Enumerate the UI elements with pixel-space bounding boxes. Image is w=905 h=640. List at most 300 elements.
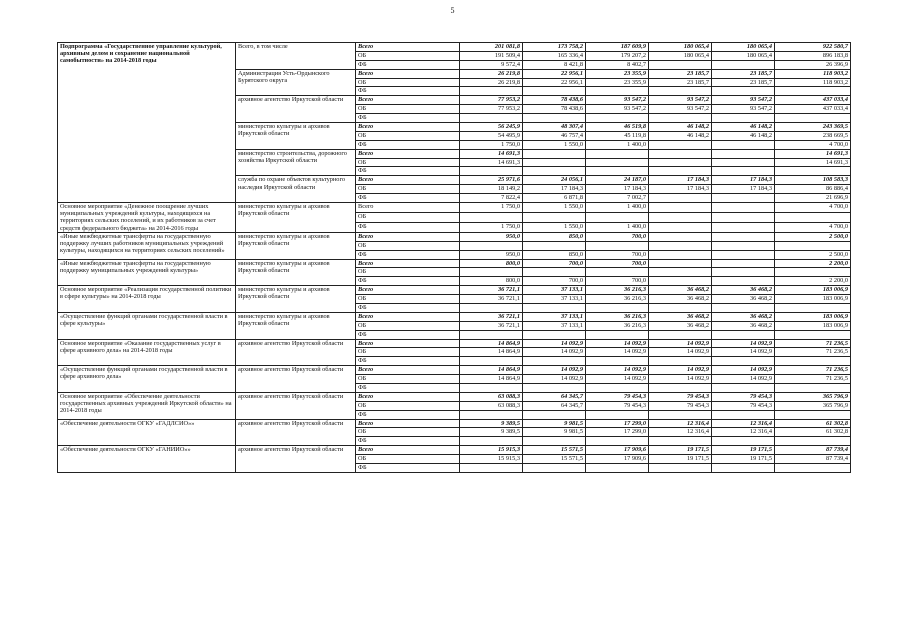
year-value-cell: 19 171,5 [712, 446, 775, 455]
year-value-cell [649, 114, 712, 123]
funding-source-cell: Всего [356, 203, 460, 213]
total-value-cell: 2 500,0 [775, 250, 851, 259]
year-value-cell: 26 219,8 [460, 78, 523, 87]
total-value-cell: 108 583,3 [775, 176, 851, 185]
executor-cell: Администрация Усть-Ордынского Бурятского округа [236, 69, 356, 96]
year-value-cell: 79 454,3 [649, 401, 712, 410]
table-row [58, 312, 851, 321]
funding-source-cell: Всего [356, 123, 460, 132]
year-value-cell [649, 194, 712, 203]
year-value-cell: 201 081,8 [460, 43, 523, 52]
total-value-cell: 71 236,5 [775, 348, 851, 357]
year-value-cell: 14 092,9 [712, 348, 775, 357]
year-value-cell [649, 277, 712, 286]
funding-source-cell: ОБ [356, 78, 460, 87]
year-value-cell [712, 87, 775, 96]
year-value-cell: 18 149,2 [460, 185, 523, 194]
funding-source-cell: ФБ [356, 194, 460, 203]
year-value-cell [649, 87, 712, 96]
year-value-cell [586, 410, 649, 419]
executor-cell: министерство культуры и архивов Иркутской области [236, 259, 356, 286]
year-value-cell [649, 303, 712, 312]
funding-source-cell: Всего [356, 149, 460, 158]
year-value-cell: 93 547,2 [586, 105, 649, 114]
funding-source-cell: ФБ [356, 357, 460, 366]
funding-source-cell: Всего [356, 312, 460, 321]
total-value-cell: 437 033,4 [775, 96, 851, 105]
year-value-cell: 17 184,3 [649, 185, 712, 194]
program-title-cell: «Осуществление функций органами государственной власти в сфере архивного дела» [58, 366, 236, 393]
year-value-cell [649, 241, 712, 250]
funding-source-cell: ОБ [356, 131, 460, 140]
year-value-cell: 78 438,6 [523, 96, 586, 105]
funding-source-cell: ОБ [356, 241, 460, 250]
year-value-cell [649, 464, 712, 473]
year-value-cell: 179 207,2 [586, 51, 649, 60]
year-value-cell: 93 547,2 [712, 96, 775, 105]
year-value-cell [712, 410, 775, 419]
year-value-cell: 14 092,9 [649, 366, 712, 375]
year-value-cell [523, 303, 586, 312]
total-value-cell [775, 410, 851, 419]
total-value-cell: 87 739,4 [775, 446, 851, 455]
total-value-cell: 2 500,0 [775, 232, 851, 241]
funding-source-cell: ФБ [356, 303, 460, 312]
year-value-cell: 1 400,0 [586, 222, 649, 232]
year-value-cell [649, 437, 712, 446]
funding-source-cell: Всего [356, 286, 460, 295]
year-value-cell: 180 065,4 [649, 43, 712, 52]
funding-source-cell: ОБ [356, 295, 460, 304]
funding-source-cell: Всего [356, 69, 460, 78]
year-value-cell: 25 971,6 [460, 176, 523, 185]
total-value-cell: 437 033,4 [775, 105, 851, 114]
year-value-cell: 23 185,7 [649, 78, 712, 87]
executor-cell: архивное агентство Иркутской области [236, 366, 356, 393]
year-value-cell: 23 185,7 [712, 78, 775, 87]
funding-source-cell: Всего [356, 339, 460, 348]
year-value-cell [586, 158, 649, 167]
year-value-cell [523, 464, 586, 473]
table-row [58, 286, 851, 295]
year-value-cell [460, 167, 523, 176]
total-value-cell [775, 464, 851, 473]
year-value-cell: 1 550,0 [523, 203, 586, 213]
year-value-cell [712, 222, 775, 232]
funding-source-cell: ОБ [356, 455, 460, 464]
year-value-cell [586, 167, 649, 176]
executor-cell: архивное агентство Иркутской области [236, 419, 356, 446]
year-value-cell: 17 299,0 [586, 419, 649, 428]
year-value-cell [712, 60, 775, 69]
year-value-cell: 63 088,3 [460, 401, 523, 410]
year-value-cell: 14 092,9 [586, 339, 649, 348]
total-value-cell: 14 691,3 [775, 149, 851, 158]
funding-source-cell: Всего [356, 96, 460, 105]
year-value-cell: 36 216,3 [586, 295, 649, 304]
year-value-cell: 36 468,2 [649, 321, 712, 330]
year-value-cell [523, 87, 586, 96]
year-value-cell [523, 158, 586, 167]
year-value-cell [460, 303, 523, 312]
year-value-cell: 46 757,4 [523, 131, 586, 140]
total-value-cell: 2 200,0 [775, 277, 851, 286]
year-value-cell [712, 303, 775, 312]
year-value-cell: 54 495,9 [460, 131, 523, 140]
year-value-cell [586, 212, 649, 222]
year-value-cell: 93 547,2 [586, 96, 649, 105]
year-value-cell: 14 864,9 [460, 339, 523, 348]
funding-source-cell: ФБ [356, 114, 460, 123]
year-value-cell [649, 60, 712, 69]
executor-cell: архивное агентство Иркутской области [236, 392, 356, 419]
year-value-cell: 7 002,7 [586, 194, 649, 203]
total-value-cell: 4 700,0 [775, 140, 851, 149]
funding-source-cell: Всего [356, 259, 460, 268]
year-value-cell [649, 167, 712, 176]
year-value-cell: 14 092,9 [586, 375, 649, 384]
year-value-cell: 64 345,7 [523, 401, 586, 410]
year-value-cell [460, 357, 523, 366]
year-value-cell [712, 212, 775, 222]
year-value-cell: 79 454,3 [712, 392, 775, 401]
year-value-cell [712, 437, 775, 446]
total-value-cell: 183 006,9 [775, 321, 851, 330]
year-value-cell: 37 133,1 [523, 321, 586, 330]
year-value-cell: 7 822,4 [460, 194, 523, 203]
year-value-cell: 14 092,9 [586, 348, 649, 357]
executor-cell: министерство культуры и архивов Иркутской области [236, 203, 356, 233]
year-value-cell [460, 87, 523, 96]
total-value-cell: 61 302,8 [775, 428, 851, 437]
year-value-cell [460, 268, 523, 277]
year-value-cell: 1 550,0 [523, 222, 586, 232]
funding-source-cell: ОБ [356, 321, 460, 330]
year-value-cell [712, 241, 775, 250]
year-value-cell: 14 092,9 [523, 366, 586, 375]
year-value-cell [586, 303, 649, 312]
year-value-cell [460, 114, 523, 123]
year-value-cell: 36 721,1 [460, 321, 523, 330]
program-title-cell: Основное мероприятие «Оказание государственных услуг в сфере архивного дела» на 2014-2018 годы [58, 339, 236, 366]
year-value-cell [586, 383, 649, 392]
year-value-cell [712, 158, 775, 167]
year-value-cell: 36 216,3 [586, 312, 649, 321]
total-value-cell: 243 369,5 [775, 123, 851, 132]
year-value-cell: 46 148,2 [712, 131, 775, 140]
year-value-cell: 700,0 [523, 259, 586, 268]
year-value-cell [712, 250, 775, 259]
year-value-cell: 37 133,1 [523, 295, 586, 304]
year-value-cell: 9 389,5 [460, 428, 523, 437]
year-value-cell: 22 956,1 [523, 69, 586, 78]
total-value-cell [775, 114, 851, 123]
year-value-cell [523, 241, 586, 250]
total-value-cell: 183 006,9 [775, 286, 851, 295]
year-value-cell: 24 056,1 [523, 176, 586, 185]
table-row [58, 419, 851, 428]
year-value-cell [523, 167, 586, 176]
funding-source-cell: ФБ [356, 222, 460, 232]
year-value-cell [649, 357, 712, 366]
executor-cell: министерство культуры и архивов Иркутской области [236, 232, 356, 259]
year-value-cell: 950,0 [460, 250, 523, 259]
year-value-cell: 77 953,2 [460, 105, 523, 114]
year-value-cell: 36 468,2 [649, 295, 712, 304]
year-value-cell: 56 245,9 [460, 123, 523, 132]
total-value-cell [775, 241, 851, 250]
year-value-cell: 17 184,3 [712, 176, 775, 185]
total-value-cell [775, 303, 851, 312]
year-value-cell: 1 400,0 [586, 140, 649, 149]
year-value-cell: 36 721,1 [460, 312, 523, 321]
total-value-cell: 118 903,2 [775, 78, 851, 87]
year-value-cell: 36 468,2 [712, 312, 775, 321]
year-value-cell: 17 184,3 [523, 185, 586, 194]
year-value-cell [460, 464, 523, 473]
executor-cell: служба по охране объектов культурного наследия Иркутской области [236, 176, 356, 203]
year-value-cell: 36 216,3 [586, 321, 649, 330]
year-value-cell: 36 468,2 [649, 286, 712, 295]
year-value-cell: 1 550,0 [523, 140, 586, 149]
total-value-cell: 14 691,3 [775, 158, 851, 167]
year-value-cell [523, 149, 586, 158]
year-value-cell [649, 140, 712, 149]
total-value-cell: 86 886,4 [775, 185, 851, 194]
program-title-cell: «Обеспечение деятельности ОГКУ «ГАДЛСИО»» [58, 419, 236, 446]
year-value-cell [712, 194, 775, 203]
total-value-cell [775, 167, 851, 176]
total-value-cell [775, 383, 851, 392]
year-value-cell [712, 203, 775, 213]
year-value-cell: 180 065,4 [649, 51, 712, 60]
funding-source-cell: ФБ [356, 87, 460, 96]
year-value-cell [649, 232, 712, 241]
budget-table [57, 42, 851, 473]
year-value-cell: 15 915,3 [460, 455, 523, 464]
total-value-cell: 365 796,9 [775, 392, 851, 401]
year-value-cell [586, 357, 649, 366]
year-value-cell [649, 222, 712, 232]
year-value-cell [649, 158, 712, 167]
year-value-cell: 950,0 [460, 232, 523, 241]
program-title-cell: Основное мероприятие «Обеспечение деятельности государственных архивных учреждений Иркутской области» на 2014-2018 годы [58, 392, 236, 419]
total-value-cell [775, 212, 851, 222]
funding-source-cell: Всего [356, 446, 460, 455]
year-value-cell: 24 187,0 [586, 176, 649, 185]
year-value-cell: 700,0 [586, 250, 649, 259]
year-value-cell: 36 468,2 [649, 312, 712, 321]
year-value-cell: 17 184,3 [586, 185, 649, 194]
year-value-cell: 1 750,0 [460, 140, 523, 149]
year-value-cell [523, 268, 586, 277]
year-value-cell: 79 454,3 [649, 392, 712, 401]
year-value-cell: 14 092,9 [523, 339, 586, 348]
total-value-cell: 238 669,5 [775, 131, 851, 140]
year-value-cell [649, 330, 712, 339]
total-value-cell: 2 200,0 [775, 259, 851, 268]
table-row [58, 259, 851, 268]
year-value-cell: 37 133,1 [523, 286, 586, 295]
year-value-cell: 191 509,4 [460, 51, 523, 60]
funding-source-cell: ОБ [356, 105, 460, 114]
funding-source-cell: ФБ [356, 250, 460, 259]
year-value-cell: 19 171,5 [712, 455, 775, 464]
year-value-cell [586, 330, 649, 339]
year-value-cell: 23 355,9 [586, 78, 649, 87]
funding-source-cell: ФБ [356, 60, 460, 69]
year-value-cell: 17 909,6 [586, 455, 649, 464]
year-value-cell [649, 259, 712, 268]
year-value-cell: 850,0 [523, 232, 586, 241]
year-value-cell [712, 268, 775, 277]
year-value-cell [523, 357, 586, 366]
funding-source-cell: Всего [356, 232, 460, 241]
funding-source-cell: ОБ [356, 185, 460, 194]
year-value-cell: 14 092,9 [649, 339, 712, 348]
total-value-cell [775, 87, 851, 96]
year-value-cell: 180 065,4 [712, 43, 775, 52]
funding-source-cell: ОБ [356, 268, 460, 277]
total-value-cell: 365 796,9 [775, 401, 851, 410]
year-value-cell: 15 571,5 [523, 446, 586, 455]
year-value-cell [586, 114, 649, 123]
year-value-cell: 14 864,9 [460, 348, 523, 357]
funding-source-cell: Всего [356, 419, 460, 428]
year-value-cell [649, 410, 712, 419]
year-value-cell: 12 316,4 [649, 419, 712, 428]
year-value-cell: 23 355,9 [586, 69, 649, 78]
year-value-cell: 700,0 [586, 259, 649, 268]
year-value-cell: 93 547,2 [712, 105, 775, 114]
year-value-cell: 14 864,9 [460, 366, 523, 375]
year-value-cell: 14 092,9 [586, 366, 649, 375]
total-value-cell [775, 437, 851, 446]
program-title-cell: Основное мероприятие «Реализация государственной политики в сфере культуры» на 2014-2018 годы [58, 286, 236, 313]
year-value-cell: 77 953,2 [460, 96, 523, 105]
year-value-cell [460, 212, 523, 222]
year-value-cell: 23 185,7 [712, 69, 775, 78]
funding-source-cell: ОБ [356, 212, 460, 222]
total-value-cell: 183 006,9 [775, 295, 851, 304]
total-value-cell [775, 268, 851, 277]
year-value-cell: 9 981,5 [523, 419, 586, 428]
year-value-cell: 850,0 [523, 250, 586, 259]
total-value-cell: 71 236,5 [775, 339, 851, 348]
year-value-cell [460, 437, 523, 446]
year-value-cell [586, 268, 649, 277]
year-value-cell: 9 572,4 [460, 60, 523, 69]
table-row [58, 392, 851, 401]
year-value-cell: 46 519,8 [586, 123, 649, 132]
year-value-cell: 17 184,3 [712, 185, 775, 194]
year-value-cell: 36 721,1 [460, 286, 523, 295]
table-row [58, 446, 851, 455]
year-value-cell: 46 148,2 [649, 131, 712, 140]
year-value-cell [586, 241, 649, 250]
total-value-cell [775, 357, 851, 366]
total-value-cell: 183 006,9 [775, 312, 851, 321]
year-value-cell: 22 956,1 [523, 78, 586, 87]
year-value-cell: 1 400,0 [586, 203, 649, 213]
total-value-cell: 4 700,0 [775, 203, 851, 213]
year-value-cell [712, 330, 775, 339]
executor-cell: министерство строительства, дорожного хозяйства Иркутской области [236, 149, 356, 176]
year-value-cell: 15 915,3 [460, 446, 523, 455]
year-value-cell: 46 148,2 [649, 123, 712, 132]
year-value-cell [649, 212, 712, 222]
funding-source-cell: ФБ [356, 167, 460, 176]
year-value-cell: 79 454,3 [586, 392, 649, 401]
year-value-cell: 800,0 [460, 259, 523, 268]
year-value-cell [460, 330, 523, 339]
program-title-cell: «Иные межбюджетные трансферты на государственную поддержку лучших работников муниципальных учреждений культуры, находящихся на территориях сельских поселений» [58, 232, 236, 259]
year-value-cell: 19 171,5 [649, 446, 712, 455]
year-value-cell: 93 547,2 [649, 96, 712, 105]
year-value-cell: 8 421,8 [523, 60, 586, 69]
total-value-cell: 61 302,8 [775, 419, 851, 428]
funding-source-cell: ФБ [356, 330, 460, 339]
year-value-cell [586, 437, 649, 446]
funding-source-cell: ФБ [356, 410, 460, 419]
year-value-cell: 173 758,2 [523, 43, 586, 52]
year-value-cell [712, 149, 775, 158]
funding-source-cell: ОБ [356, 428, 460, 437]
funding-source-cell: Всего [356, 366, 460, 375]
year-value-cell: 64 345,7 [523, 392, 586, 401]
year-value-cell [712, 259, 775, 268]
funding-source-cell: Всего [356, 43, 460, 52]
year-value-cell [712, 114, 775, 123]
year-value-cell [523, 410, 586, 419]
funding-source-cell: ОБ [356, 348, 460, 357]
year-value-cell [586, 87, 649, 96]
year-value-cell: 23 185,7 [649, 69, 712, 78]
year-value-cell: 14 092,9 [649, 348, 712, 357]
year-value-cell: 36 468,2 [712, 286, 775, 295]
year-value-cell: 14 092,9 [712, 339, 775, 348]
table-row [58, 366, 851, 375]
year-value-cell: 14 691,3 [460, 158, 523, 167]
year-value-cell [523, 330, 586, 339]
year-value-cell: 700,0 [523, 277, 586, 286]
executor-cell: Всего, в том числе [236, 43, 356, 70]
year-value-cell: 8 402,7 [586, 60, 649, 69]
year-value-cell [523, 114, 586, 123]
year-value-cell: 79 454,3 [712, 401, 775, 410]
year-value-cell: 12 316,4 [712, 419, 775, 428]
year-value-cell: 36 468,2 [712, 295, 775, 304]
year-value-cell [523, 212, 586, 222]
funding-source-cell: ФБ [356, 437, 460, 446]
year-value-cell: 14 092,9 [712, 375, 775, 384]
year-value-cell: 14 092,9 [523, 375, 586, 384]
year-value-cell: 9 389,5 [460, 419, 523, 428]
year-value-cell: 180 065,4 [712, 51, 775, 60]
year-value-cell [460, 241, 523, 250]
executor-cell: министерство культуры и архивов Иркутской области [236, 312, 356, 339]
year-value-cell: 14 092,9 [712, 366, 775, 375]
year-value-cell [712, 232, 775, 241]
year-value-cell [586, 464, 649, 473]
year-value-cell: 36 721,1 [460, 295, 523, 304]
year-value-cell: 36 468,2 [712, 321, 775, 330]
year-value-cell [523, 437, 586, 446]
total-value-cell [775, 330, 851, 339]
year-value-cell: 14 092,9 [649, 375, 712, 384]
year-value-cell [712, 140, 775, 149]
program-title-cell: «Обеспечение деятельности ОГКУ «ГАНИИО»» [58, 446, 236, 473]
